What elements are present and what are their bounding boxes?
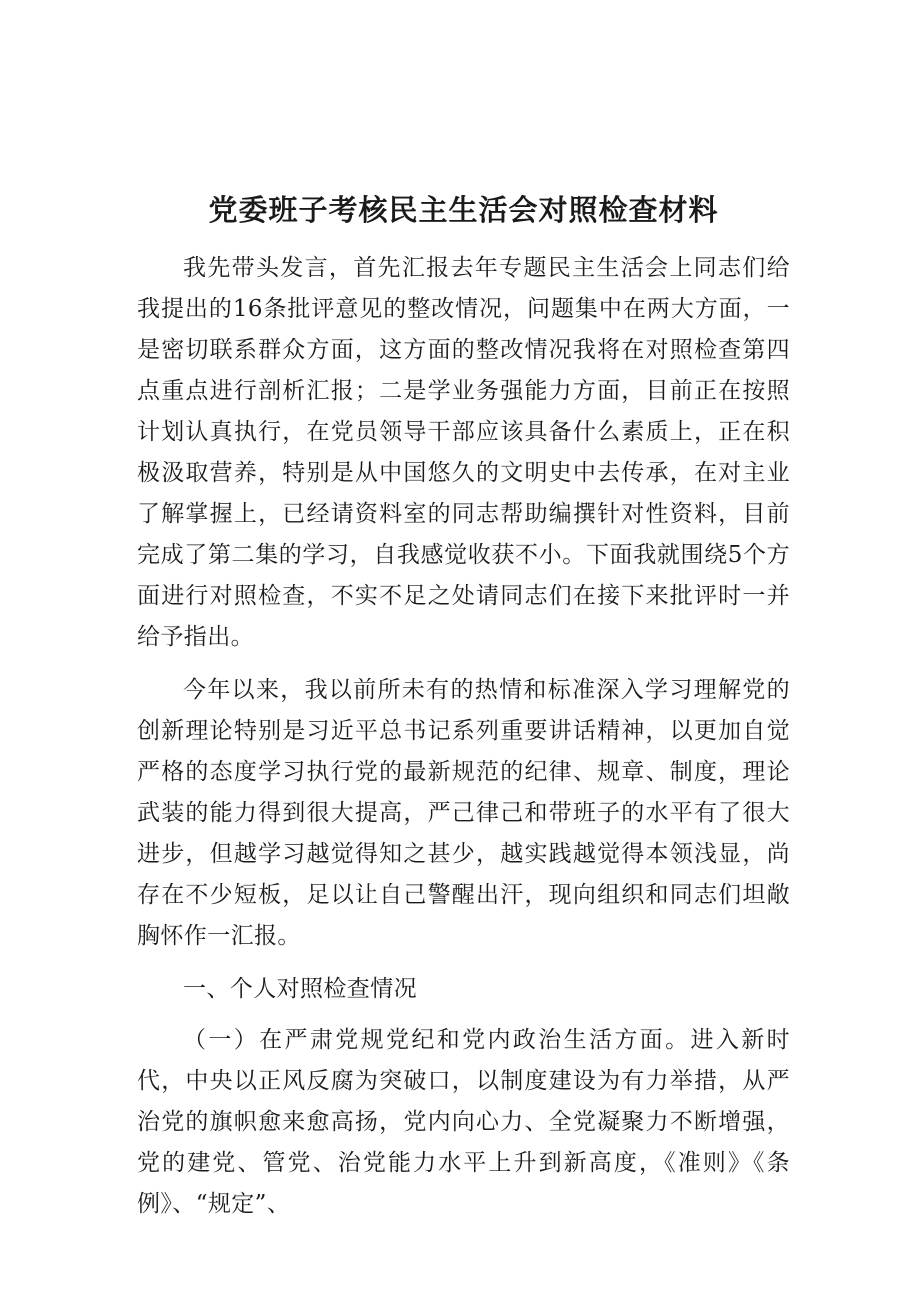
document-title: 党委班子考核民主生活会对照检查材料 bbox=[208, 193, 719, 227]
paragraph-discipline: （一）在严肃党规党纪和党内政治生活方面。进入新时代，中央以正风反腐为突破口，以制度建设为有力举措，从严治党的旗帜愈来愈高扬，党内向心力、全党凝聚力不断增强，党的建党、管党、治党能力水平上升到新高度，《准则》《条例》、“规定”、 bbox=[137, 1027, 790, 1217]
document-body bbox=[137, 248, 790, 1237]
section-heading-personal-review: 一、个人对照检查情况 bbox=[183, 976, 417, 1002]
paragraph-intro: 我先带头发言，首先汇报去年专题民主生活会上同志们给我提出的16条批评意见的整改情况，问题集中在两大方面，一是密切联系群众方面，这方面的整改情况我将在对照检查第四点重点进行剖析汇报；二是学业务强能力方面，目前正在按照计划认真执行，在党员领导干部应该具备什么素质上，正在积极汲取营养，特别是从中国悠久的文明史中去传承，在对主业了解掌握上，已经请资料室的同志帮助编撰针对性资料，目前完成了第二集的学习，自我感觉收获不小。下面我就围绕5个方面进行对照检查，不实不足之处请同志们在接下来批评时一并给予指出。 bbox=[137, 255, 790, 650]
paragraph-overview: 今年以来，我以前所未有的热情和标准深入学习理解党的创新理论特别是习近平总书记系列重要讲话精神，以更加自觉严格的态度学习执行党的最新规范的纪律、规章、制度，理论武装的能力得到很大提高，严己律己和带班子的水平有了很大进步，但越学习越觉得知之甚少，越实践越觉得本领浅显，尚存在不少短板，足以让自己警醒出汗，现向组织和同志们坦敞胸怀作一汇报。 bbox=[137, 677, 790, 949]
